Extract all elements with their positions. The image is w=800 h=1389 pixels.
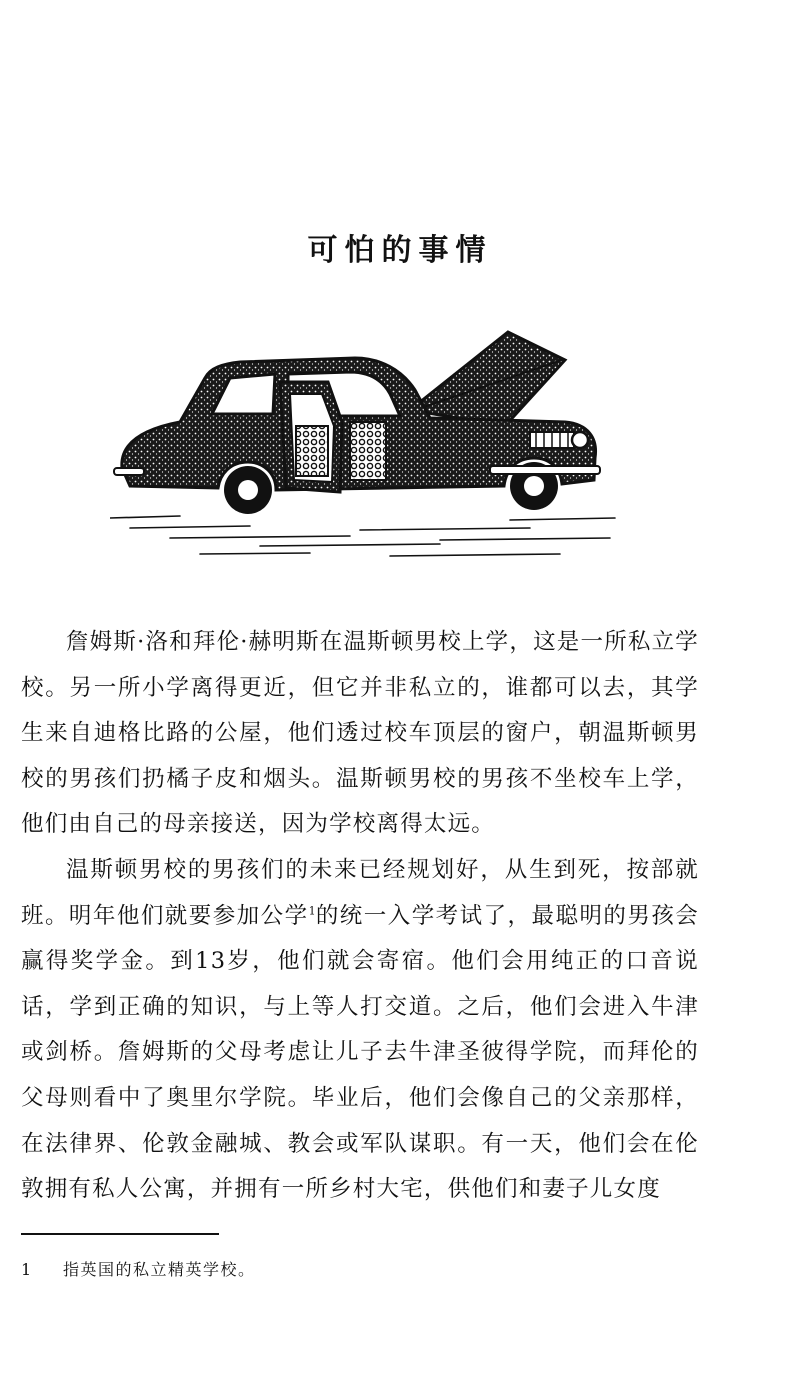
footnote-number: 1	[21, 1260, 32, 1279]
footnote-text: 指英国的私立精英学校。	[63, 1260, 256, 1279]
chapter-title: 可怕的事情	[307, 233, 493, 268]
wrecked-car-illustration	[110, 318, 620, 568]
footnote-divider	[21, 1233, 219, 1235]
paragraph: 詹姆斯·洛和拜伦·赫明斯在温斯顿男校上学，这是一所私立学校。另一所小学离得更近，但它并非私立的，谁都可以去，其学生来自迪格比路的公屋，他们透过校车顶层的窗户，朝温斯顿男校的男孩们扔橘子皮和烟头。温斯顿男校的男孩不坐校车上学，他们由自己的母亲接送，因为学校离得太远。	[21, 629, 699, 838]
footnote	[21, 1257, 256, 1280]
paragraph: 温斯顿男校的男孩们的未来已经规划好，从生到死，按部就班。明年他们就要参加公学$^1$的统一入学考试了，最聪明的男孩会赢得奖学金。到13岁，他们就会寄宿。他们会用纯正的口音说话，学到正确的知识，与上等人打交道。之后，他们会进入牛津或剑桥。詹姆斯的父母考虑让儿子去牛津圣彼得学院，而拜伦的父母则看中了奥里尔学院。毕业后，他们会像自己的父亲那样，在法律界、伦敦金融城、教会或军队谋职。有一天，他们会在伦敦拥有私人公寓，并拥有一所乡村大宅，供他们和妻子儿女度	[21, 856, 700, 1203]
footnote-marker: 1	[308, 904, 316, 918]
chapter-body	[21, 620, 699, 1213]
